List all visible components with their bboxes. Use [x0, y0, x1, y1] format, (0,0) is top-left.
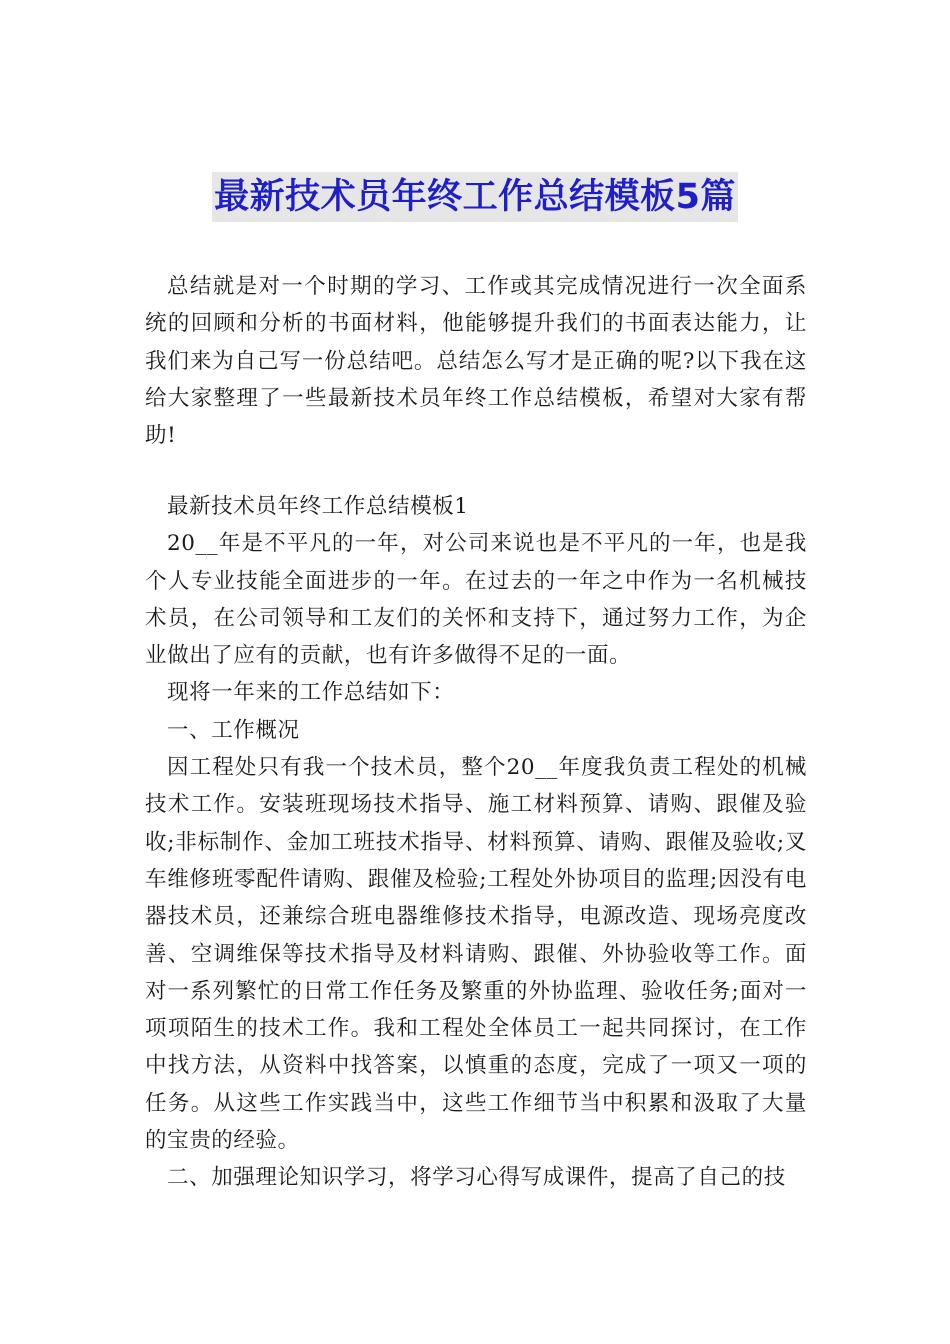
subheading: 一、工作概况	[167, 717, 300, 743]
document-title: 最新技术员年终工作总结模板5篇	[212, 172, 738, 222]
body-paragraph: 因工程处只有我一个技术员，整个20__年度我负责工程处的机械技术工作。安装班现场技术指导、施工材料预算、请购、跟催及验收;非标制作、金加工班技术指导、材料预算、请购、跟催及验收;叉车维修班零配件请购、跟催及检验;工程处外协项目的监理;因没有电器技术员，还兼综合班电器维修技术指导，电源改造、现场亮度改善、空调维保等技术指导及材料请购、跟催、外协验收等工作。面对一系列繁忙的日常工作任务及繁重的外协监理、验收任务;面对一项项陌生的技术工作。我和工程处全体员工一起共同探讨，在工作中找方法，从资料中找答案，以慎重的态度，完成了一项又一项的任务。从这些工作实践当中，这些工作细节当中积累和汲取了大量的宝贵的经验。	[145, 755, 807, 1154]
body-paragraph: 20__年是不平凡的一年，对公司来说也是不平凡的一年，也是我个人专业技能全面进步的一年。在过去的一年之中作为一名机械技术员，在公司领导和工友们的关怀和支持下，通过努力工作，为企业做出了应有的贡献，也有许多做得不足的一面。	[145, 531, 807, 669]
subheading: 二、加强理论知识学习，将学习心得写成课件，提高了自己的技	[167, 1165, 786, 1191]
intro-block	[145, 268, 807, 454]
title-area	[0, 172, 950, 222]
section-heading: 最新技术员年终工作总结模板1	[167, 494, 469, 519]
body-paragraph: 现将一年来的工作总结如下：	[167, 680, 455, 706]
intro-paragraph: 总结就是对一个时期的学习、工作或其完成情况进行一次全面系统的回顾和分析的书面材料，他能够提升我们的书面表达能力，让我们来为自己写一份总结吧。总结怎么写才是正确的呢?以下我在这给大家整理了一些最新技术员年终工作总结模板，希望对大家有帮助!	[145, 274, 807, 449]
section-block	[145, 488, 807, 1197]
